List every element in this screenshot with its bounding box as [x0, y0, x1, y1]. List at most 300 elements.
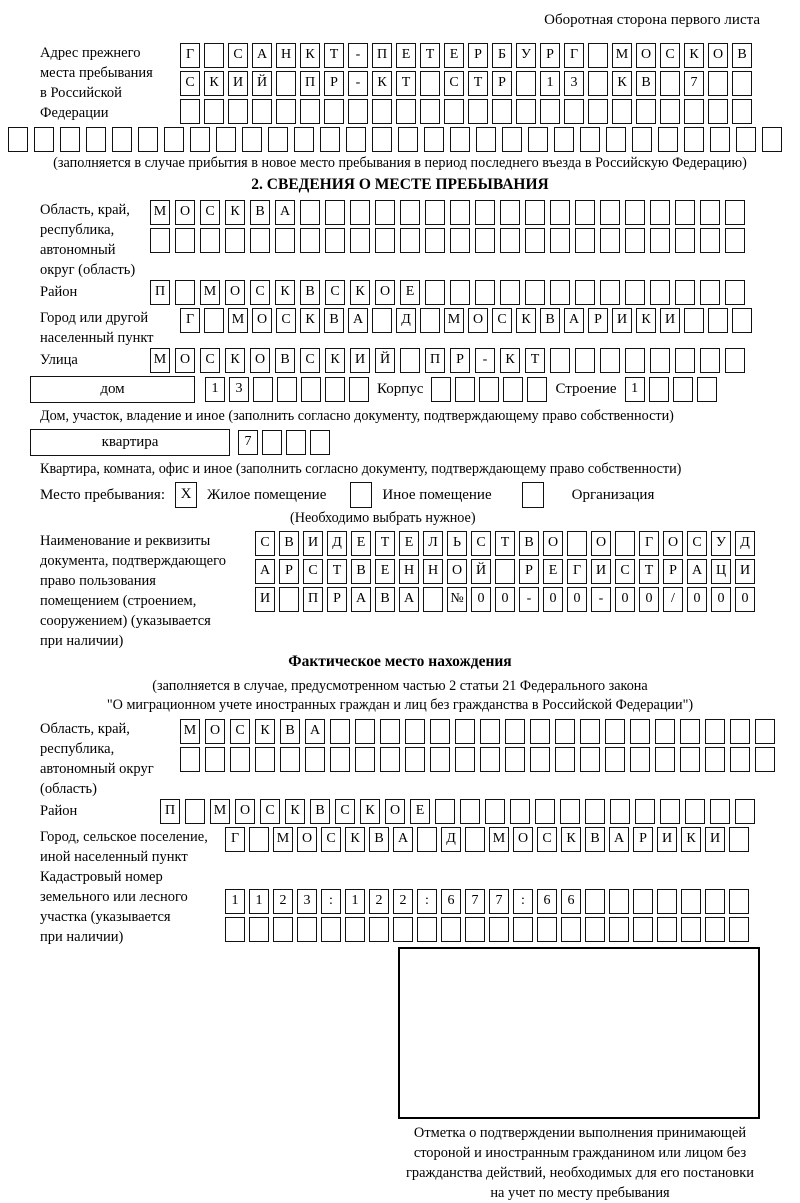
- char-cell: [625, 280, 645, 305]
- actual-region-row-1[interactable]: [180, 719, 775, 744]
- char-cell: К: [345, 827, 365, 852]
- char-cell: [249, 827, 269, 852]
- char-cell: А: [564, 308, 584, 333]
- char-cell: [330, 719, 350, 744]
- char-cell: Т: [327, 559, 347, 584]
- char-cell: В: [375, 587, 395, 612]
- city-field: [40, 308, 760, 348]
- char-cell: А: [609, 827, 629, 852]
- char-cell: С: [687, 531, 707, 556]
- char-cell: [300, 228, 320, 253]
- char-cell: О: [447, 559, 467, 584]
- district-label: Район: [40, 284, 78, 300]
- char-cell: [250, 228, 270, 253]
- char-cell: И: [255, 587, 275, 612]
- char-cell: [736, 127, 756, 152]
- char-cell: [732, 99, 752, 124]
- char-cell: [700, 228, 720, 253]
- char-cell: [510, 799, 530, 824]
- char-cell: :: [321, 889, 341, 914]
- char-cell: [279, 587, 299, 612]
- char-cell: [700, 348, 720, 373]
- char-cell: [649, 377, 669, 402]
- char-cell: [600, 200, 620, 225]
- char-cell: 6: [561, 889, 581, 914]
- char-cell: С: [615, 559, 635, 584]
- char-cell: О: [385, 799, 405, 824]
- char-cell: [479, 377, 499, 402]
- char-cell: [525, 280, 545, 305]
- char-cell: [350, 228, 370, 253]
- char-cell: [345, 917, 365, 942]
- char-cell: С: [276, 308, 296, 333]
- char-cell: 6: [441, 889, 461, 914]
- char-cell: Р: [519, 559, 539, 584]
- char-cell: 7: [684, 71, 704, 96]
- char-cell: :: [513, 889, 533, 914]
- char-cell: [684, 99, 704, 124]
- char-cell: [588, 99, 608, 124]
- char-cell: [425, 200, 445, 225]
- char-cell: [755, 719, 775, 744]
- char-cell: С: [537, 827, 557, 852]
- char-cell: [280, 747, 300, 772]
- char-cell: [705, 719, 725, 744]
- char-cell: [435, 799, 455, 824]
- char-cell: [430, 747, 450, 772]
- char-cell: [423, 587, 443, 612]
- char-cell: [310, 430, 330, 455]
- char-cell: П: [300, 71, 320, 96]
- section2-title: 2. СВЕДЕНИЯ О МЕСТЕ ПРЕБЫВАНИЯ: [251, 176, 549, 193]
- district-field: [40, 280, 760, 308]
- char-cell: [112, 127, 132, 152]
- char-cell: Г: [567, 559, 587, 584]
- char-cell: [380, 719, 400, 744]
- char-cell: Ц: [711, 559, 731, 584]
- char-cell: Д: [327, 531, 347, 556]
- char-cell: В: [636, 71, 656, 96]
- char-cell: [554, 127, 574, 152]
- text-line: иной населенный пункт: [40, 849, 188, 865]
- char-cell: [355, 747, 375, 772]
- char-cell: [485, 799, 505, 824]
- char-cell: /: [663, 587, 683, 612]
- actual-district-label: Район: [40, 803, 78, 819]
- char-cell: [249, 917, 269, 942]
- char-cell: [164, 127, 184, 152]
- char-cell: [555, 747, 575, 772]
- char-cell: С: [303, 559, 323, 584]
- char-cell: К: [204, 71, 224, 96]
- char-cell: [444, 99, 464, 124]
- char-cell: В: [300, 280, 320, 305]
- char-cell: [441, 917, 461, 942]
- char-cell: [630, 719, 650, 744]
- char-cell: [710, 127, 730, 152]
- char-cell: [380, 747, 400, 772]
- char-cell: [455, 747, 475, 772]
- text-line: автономный: [40, 242, 116, 258]
- stay-type-line: [40, 482, 760, 508]
- char-cell: В: [279, 531, 299, 556]
- char-cell: Е: [375, 559, 395, 584]
- char-cell: С: [660, 43, 680, 68]
- char-cell: А: [252, 43, 272, 68]
- char-cell: [684, 127, 704, 152]
- char-cell: [350, 200, 370, 225]
- char-cell: П: [425, 348, 445, 373]
- char-cell: [673, 377, 693, 402]
- char-cell: [650, 200, 670, 225]
- char-cell: [475, 228, 495, 253]
- cadastral-row-1[interactable]: [225, 889, 749, 914]
- char-cell: [585, 799, 605, 824]
- actual-region-row-2[interactable]: [180, 747, 775, 772]
- actual-location-title: Фактическое место нахождения: [288, 653, 512, 670]
- char-cell: [405, 747, 425, 772]
- char-cell: [725, 228, 745, 253]
- char-cell: [505, 719, 525, 744]
- char-cell: [612, 99, 632, 124]
- header-note: Оборотная сторона первого листа: [544, 12, 760, 28]
- char-cell: [242, 127, 262, 152]
- char-cell: [500, 228, 520, 253]
- char-cell: К: [325, 348, 345, 373]
- char-cell: -: [348, 71, 368, 96]
- char-cell: [325, 377, 345, 402]
- char-cell: Л: [423, 531, 443, 556]
- char-cell: [252, 99, 272, 124]
- char-cell: [420, 308, 440, 333]
- char-cell: П: [372, 43, 392, 68]
- char-cell: А: [351, 587, 371, 612]
- text-line: республика,: [40, 741, 115, 757]
- char-cell: [530, 719, 550, 744]
- prev-address-row-2[interactable]: [180, 71, 752, 96]
- char-cell: А: [393, 827, 413, 852]
- char-cell: В: [585, 827, 605, 852]
- char-cell: С: [250, 280, 270, 305]
- char-cell: [60, 127, 80, 152]
- char-cell: [400, 348, 420, 373]
- region-row-1[interactable]: [150, 200, 745, 225]
- char-cell: [372, 308, 392, 333]
- char-cell: Г: [564, 43, 584, 68]
- char-cell: [708, 71, 728, 96]
- char-cell: [513, 917, 533, 942]
- char-cell: 0: [639, 587, 659, 612]
- char-cell: Г: [180, 43, 200, 68]
- char-cell: [8, 127, 28, 152]
- char-cell: [684, 308, 704, 333]
- char-cell: [660, 99, 680, 124]
- actual-region-grid: [180, 719, 775, 775]
- char-cell: [705, 917, 725, 942]
- district-row[interactable]: [150, 280, 745, 305]
- char-cell: 3: [297, 889, 317, 914]
- actual-location-caption: [40, 677, 760, 715]
- char-cell: [190, 127, 210, 152]
- char-cell: [705, 747, 725, 772]
- char-cell: Т: [375, 531, 395, 556]
- char-cell: В: [519, 531, 539, 556]
- char-cell: [450, 228, 470, 253]
- char-cell: [475, 200, 495, 225]
- cadastral-row-2[interactable]: [225, 917, 749, 942]
- char-cell: Г: [639, 531, 659, 556]
- char-cell: М: [228, 308, 248, 333]
- char-cell: 0: [543, 587, 563, 612]
- char-cell: В: [540, 308, 560, 333]
- text-line: (область): [40, 781, 97, 797]
- char-cell: К: [636, 308, 656, 333]
- char-cell: [685, 799, 705, 824]
- char-cell: О: [297, 827, 317, 852]
- prev-address-caption: (заполняется в случае прибытия в новое место пребывания в период последнего въезда в Российскую Федерацию): [53, 155, 747, 171]
- char-cell: [204, 43, 224, 68]
- char-cell: К: [561, 827, 581, 852]
- char-cell: [325, 228, 345, 253]
- char-cell: [277, 377, 297, 402]
- char-cell: В: [351, 559, 371, 584]
- char-cell: [732, 71, 752, 96]
- char-cell: О: [468, 308, 488, 333]
- char-cell: Е: [399, 531, 419, 556]
- char-cell: Р: [450, 348, 470, 373]
- text-line: в Российской: [40, 85, 122, 101]
- char-cell: [468, 99, 488, 124]
- document-row-3[interactable]: [255, 587, 755, 612]
- char-cell: [225, 228, 245, 253]
- char-cell: В: [250, 200, 270, 225]
- char-cell: И: [735, 559, 755, 584]
- document-grid: [255, 531, 755, 615]
- text-line: (заполняется в случае, предусмотренном частью 2 статьи 21 Федерального закона: [152, 678, 648, 694]
- char-cell: П: [160, 799, 180, 824]
- char-cell: [660, 71, 680, 96]
- char-cell: [725, 200, 745, 225]
- char-cell: [369, 917, 389, 942]
- actual-district-field: [40, 799, 760, 827]
- char-cell: 1: [625, 377, 645, 402]
- text-line: право пользования: [40, 573, 156, 589]
- char-cell: К: [255, 719, 275, 744]
- char-cell: [675, 200, 695, 225]
- char-cell: К: [500, 348, 520, 373]
- korpus-row[interactable]: [431, 377, 547, 402]
- char-cell: Р: [468, 43, 488, 68]
- text-line: населенный пункт: [40, 330, 154, 346]
- char-cell: А: [399, 587, 419, 612]
- char-cell: Й: [375, 348, 395, 373]
- city-row[interactable]: [180, 308, 752, 333]
- char-cell: [755, 747, 775, 772]
- char-cell: 7: [465, 889, 485, 914]
- char-cell: [475, 280, 495, 305]
- stay-type-checkbox-organization[interactable]: [522, 482, 544, 508]
- char-cell: [204, 99, 224, 124]
- char-cell: [300, 99, 320, 124]
- street-field: [40, 348, 760, 376]
- prev-address-field: [40, 43, 760, 127]
- text-line: на учет по месту пребывания: [490, 1185, 670, 1201]
- char-cell: Т: [525, 348, 545, 373]
- char-cell: [465, 827, 485, 852]
- settlement-row[interactable]: [225, 827, 749, 852]
- char-cell: [585, 917, 605, 942]
- char-cell: [550, 200, 570, 225]
- char-cell: И: [303, 531, 323, 556]
- char-cell: О: [205, 719, 225, 744]
- prev-address-grid: [180, 43, 752, 127]
- char-cell: [680, 747, 700, 772]
- char-cell: [305, 747, 325, 772]
- house-number-row[interactable]: [205, 377, 369, 402]
- char-cell: [561, 917, 581, 942]
- prev-address-overflow-row[interactable]: [8, 127, 760, 152]
- stroenie-label: Строение: [555, 381, 617, 397]
- stay-type-note: (Необходимо выбрать нужное): [290, 510, 476, 526]
- char-cell: [564, 99, 584, 124]
- char-cell: [175, 228, 195, 253]
- char-cell: Й: [471, 559, 491, 584]
- char-cell: Р: [327, 587, 347, 612]
- char-cell: [550, 348, 570, 373]
- char-cell: [417, 917, 437, 942]
- char-cell: С: [471, 531, 491, 556]
- char-cell: [575, 348, 595, 373]
- stay-type-checkbox-residential[interactable]: X: [175, 482, 197, 508]
- street-label: Улица: [40, 352, 78, 368]
- stay-type-checkbox-other[interactable]: [350, 482, 372, 508]
- char-cell: К: [225, 200, 245, 225]
- stroenie-row[interactable]: [625, 377, 717, 402]
- text-line: гражданства действий, необходимых для его постановки: [406, 1165, 754, 1181]
- char-cell: [225, 917, 245, 942]
- char-cell: [681, 917, 701, 942]
- char-cell: [476, 127, 496, 152]
- cadastral-field: [40, 867, 760, 947]
- char-cell: 2: [273, 889, 293, 914]
- char-cell: [550, 228, 570, 253]
- char-cell: 0: [687, 587, 707, 612]
- char-cell: Б: [492, 43, 512, 68]
- char-cell: Д: [735, 531, 755, 556]
- char-cell: К: [372, 71, 392, 96]
- char-cell: №: [447, 587, 467, 612]
- stamp-area: [398, 947, 760, 1119]
- prev-address-row-1[interactable]: [180, 43, 752, 68]
- char-cell: [635, 799, 655, 824]
- char-cell: [86, 127, 106, 152]
- char-cell: [420, 71, 440, 96]
- char-cell: Т: [324, 43, 344, 68]
- char-cell: [405, 719, 425, 744]
- text-line: автономный округ: [40, 761, 154, 777]
- char-cell: [735, 799, 755, 824]
- char-cell: 1: [225, 889, 245, 914]
- char-cell: [708, 99, 728, 124]
- char-cell: Г: [180, 308, 200, 333]
- char-cell: [575, 280, 595, 305]
- char-cell: 0: [495, 587, 515, 612]
- document-row-2[interactable]: [255, 559, 755, 584]
- document-row-1[interactable]: [255, 531, 755, 556]
- char-cell: 1: [345, 889, 365, 914]
- char-cell: [255, 747, 275, 772]
- char-cell: П: [303, 587, 323, 612]
- char-cell: Ь: [447, 531, 467, 556]
- char-cell: В: [369, 827, 389, 852]
- char-cell: [527, 377, 547, 402]
- char-cell: [636, 99, 656, 124]
- char-cell: 7: [238, 430, 258, 455]
- char-cell: [655, 747, 675, 772]
- char-cell: А: [348, 308, 368, 333]
- char-cell: К: [612, 71, 632, 96]
- char-cell: [375, 200, 395, 225]
- street-row[interactable]: [150, 348, 745, 373]
- text-line: округ (область): [40, 262, 136, 278]
- stay-type-option-residential: Жилое помещение: [207, 486, 327, 503]
- char-cell: К: [360, 799, 380, 824]
- char-cell: [398, 127, 418, 152]
- apartment-number-row[interactable]: [238, 430, 330, 455]
- char-cell: 2: [369, 889, 389, 914]
- prev-address-row-3[interactable]: [180, 99, 752, 124]
- text-line: Город, сельское поселение,: [40, 829, 208, 845]
- char-cell: [580, 127, 600, 152]
- char-cell: [355, 719, 375, 744]
- char-cell: 1: [249, 889, 269, 914]
- char-cell: [525, 200, 545, 225]
- char-cell: [262, 430, 282, 455]
- char-cell: Е: [351, 531, 371, 556]
- char-cell: [610, 799, 630, 824]
- char-cell: О: [636, 43, 656, 68]
- char-cell: [205, 747, 225, 772]
- char-cell: С: [230, 719, 250, 744]
- char-cell: [372, 99, 392, 124]
- char-cell: Р: [588, 308, 608, 333]
- char-cell: 6: [537, 889, 557, 914]
- char-cell: [625, 348, 645, 373]
- char-cell: [697, 377, 717, 402]
- char-cell: С: [200, 200, 220, 225]
- char-cell: М: [150, 200, 170, 225]
- char-cell: [372, 127, 392, 152]
- char-cell: [495, 559, 515, 584]
- char-cell: [625, 200, 645, 225]
- char-cell: 0: [471, 587, 491, 612]
- char-cell: О: [175, 348, 195, 373]
- char-cell: [650, 348, 670, 373]
- char-cell: [588, 43, 608, 68]
- settlement-field: [40, 827, 760, 867]
- char-cell: [580, 719, 600, 744]
- char-cell: [275, 228, 295, 253]
- char-cell: [633, 889, 653, 914]
- region-row-2[interactable]: [150, 228, 745, 253]
- char-cell: [228, 99, 248, 124]
- char-cell: [34, 127, 54, 152]
- char-cell: Н: [276, 43, 296, 68]
- actual-district-row[interactable]: [160, 799, 755, 824]
- char-cell: [396, 99, 416, 124]
- house-field-label-box: дом: [30, 376, 195, 403]
- prev-address-label: [40, 43, 180, 123]
